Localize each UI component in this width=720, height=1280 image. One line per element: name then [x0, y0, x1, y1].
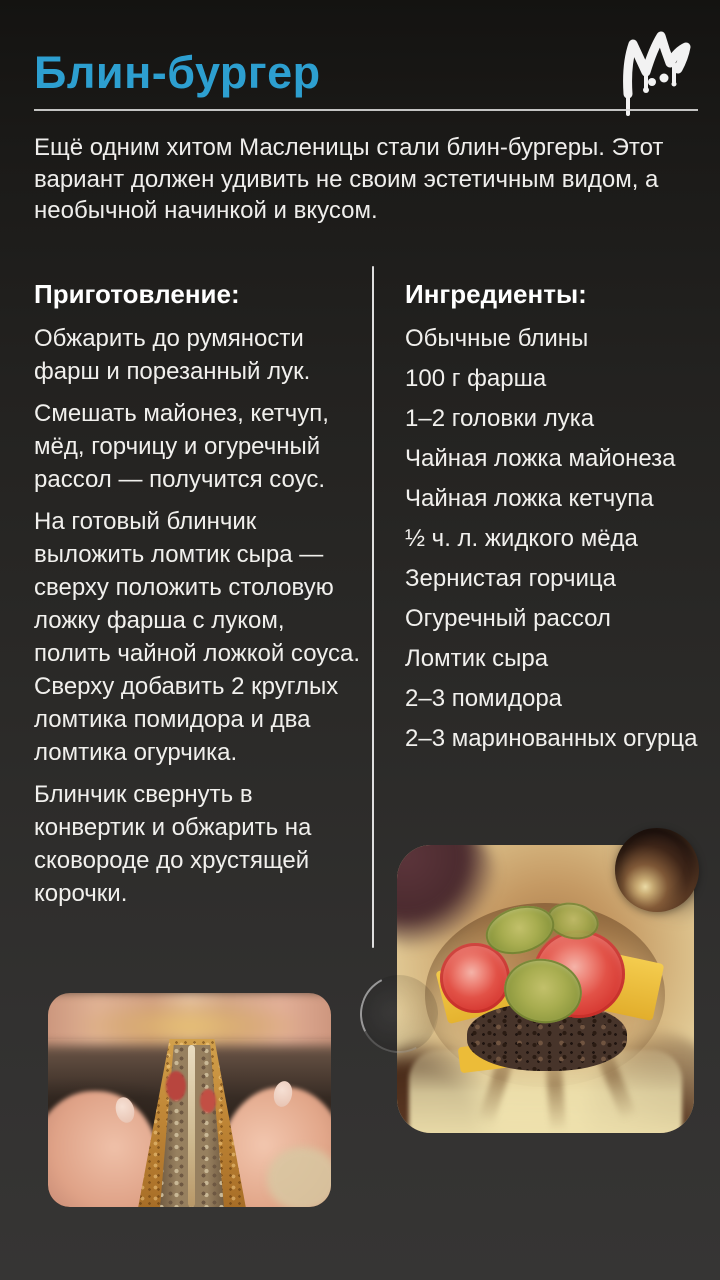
filling-seam: [188, 1045, 195, 1207]
intro-text: Ещё одним хитом Масленицы стали блин-бургеры. Этот вариант должен удивить не своим эстетичным видом, а необычной начинкой и вкусом.: [34, 134, 664, 224]
page-title: Блин-бургер: [34, 47, 321, 98]
ingredient-item: Зернистая горчица: [405, 565, 616, 592]
glossy-bubble-decoration: [615, 828, 699, 912]
ingredient-item: 1–2 головки лука: [405, 405, 595, 432]
ingredient-item: 2–3 маринованных огурца: [405, 725, 698, 752]
preparation-step: На готовый блинчик выложить ломтик сыра — сверху положить столовую ложку фарша с луком, полить чайной ложкой соуса. Сверху добавить 2 круглых ломтика помидора и два ломтика огурчика.: [34, 508, 361, 766]
ingredient-item: Обычные блины: [405, 325, 589, 352]
background-food-blob: [267, 1147, 331, 1207]
preparation-heading: Приготовление:: [34, 279, 240, 309]
ingredients-section: [405, 278, 707, 762]
graffiti-m-icon: [612, 24, 702, 120]
preparation-step: Блинчик свернуть в конвертик и обжарить на сковороде до хрустящей корочки.: [34, 781, 312, 907]
title-divider: [34, 109, 698, 111]
ingredient-item: ½ ч. л. жидкого мёда: [405, 525, 638, 552]
ingredient-item: Чайная ложка майонеза: [405, 445, 676, 472]
ingredient-item: Ломтик сыра: [405, 645, 549, 672]
ingredient-item: 100 г фарша: [405, 365, 547, 392]
ingredient-item: Огуречный рассол: [405, 605, 611, 632]
ingredient-item: Чайная ложка кетчупа: [405, 485, 654, 512]
tomato-slice: [440, 943, 510, 1013]
preparation-step: Обжарить до румяности фарш и порезанный лук.: [34, 325, 311, 385]
blurred-video-strip: [48, 993, 331, 1045]
ingredients-heading: Ингредиенты:: [405, 279, 587, 309]
column-divider: [372, 266, 374, 948]
preparation-step: Смешать майонез, кетчуп, мёд, горчицу и огуречный рассол — получится соус.: [34, 400, 329, 493]
tomato-in-filling: [200, 1089, 216, 1113]
ingredient-item: 2–3 помидора: [405, 685, 563, 712]
tomato-in-filling: [166, 1071, 186, 1101]
preparation-section: [34, 278, 366, 919]
pancake-burger-held-open-photo: [48, 993, 331, 1207]
